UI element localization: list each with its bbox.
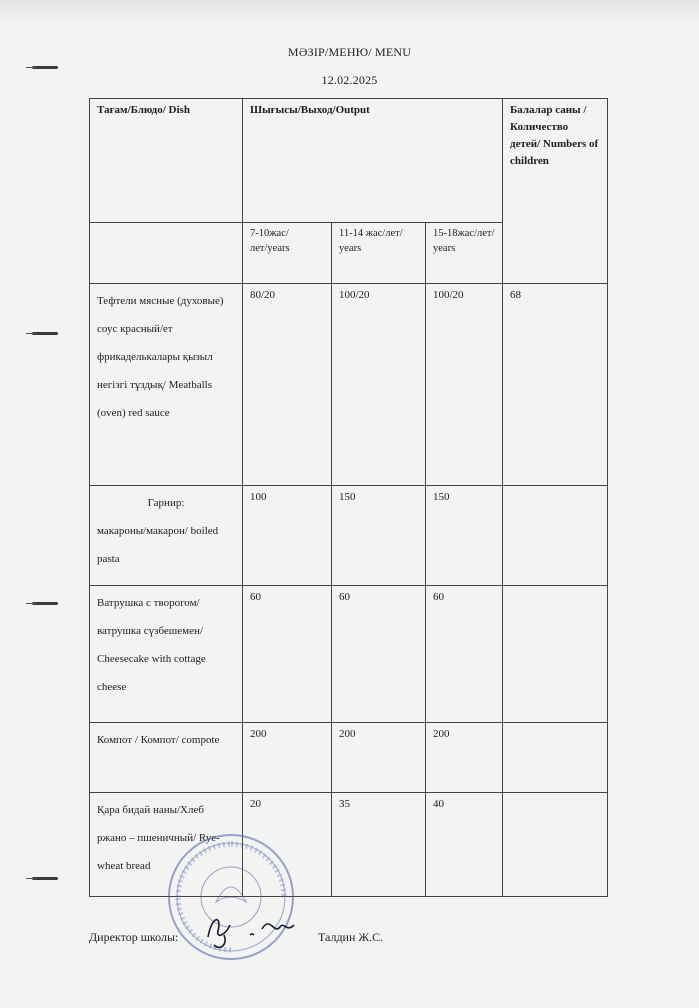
output-value: 200 [243,723,332,793]
dish-name-text: макароны/макарон/ boiled pasta [97,525,219,565]
output-value: 200 [332,723,426,793]
output-value: 20 [243,793,332,897]
menu-title: МӘЗІР/МЕНЮ/ MENU [287,45,412,59]
table-row [90,486,608,586]
empty-cell [503,586,608,723]
output-value: 100/20 [332,284,426,486]
dish-name: Компот / Компот/ compote [90,723,243,793]
scan-edge [0,0,699,22]
dish-name: Ватрушка с творогом/ ватрушка сүзбешемен/ Cheesecake with cottage cheese [90,586,243,723]
age-group-cell: 7-10жас/лет/years [243,223,332,284]
header-output: Шығысы/Выход/Output [243,99,503,223]
director-signature [200,905,300,955]
menu-date: 12.02.2025 [321,73,378,87]
empty-cell [503,486,608,586]
table-header-row [90,99,608,223]
menu-table [89,98,608,897]
table-row [90,586,608,723]
output-value: 150 [332,486,426,586]
director-label: Директор школы: [89,930,179,944]
output-value: 80/20 [243,284,332,486]
empty-cell [90,223,243,284]
output-value: 200 [426,723,503,793]
table-row [90,723,608,793]
output-value: 60 [426,586,503,723]
binder-hole-mark [32,602,58,605]
binder-hole-mark [32,66,58,69]
output-value: 40 [426,793,503,897]
header-dish: Тағам/Блюдо/ Dish [90,99,243,223]
output-value: 100/20 [426,284,503,486]
dish-name [90,486,243,586]
empty-cell [503,723,608,793]
age-group-cell: 15-18жас/лет/ years [426,223,503,284]
children-count: 68 [503,284,608,486]
header-children: Балалар саны /Количество детей/ Numbers of children [503,99,608,284]
output-value: 60 [332,586,426,723]
output-value: 100 [243,486,332,586]
output-value: 150 [426,486,503,586]
dish-name: Қара бидай наны/Хлеб ржано – пшеничный/ Rye-wheat bread [90,793,243,897]
output-value: 60 [243,586,332,723]
dish-prefix: Гарнир: [147,497,185,509]
binder-hole-mark [32,877,58,880]
age-group-cell: 11-14 жас/лет/ years [332,223,426,284]
empty-cell [503,793,608,897]
table-row [90,284,608,486]
output-value: 35 [332,793,426,897]
binder-hole-mark [32,332,58,335]
director-name: Талдин Ж.С. [318,930,384,944]
dish-name: Тефтели мясные (духовые) соус красный/ет фрикаделькалары қызыл негізгі тұздық/ Meatballs (oven) red sauce [90,284,243,486]
